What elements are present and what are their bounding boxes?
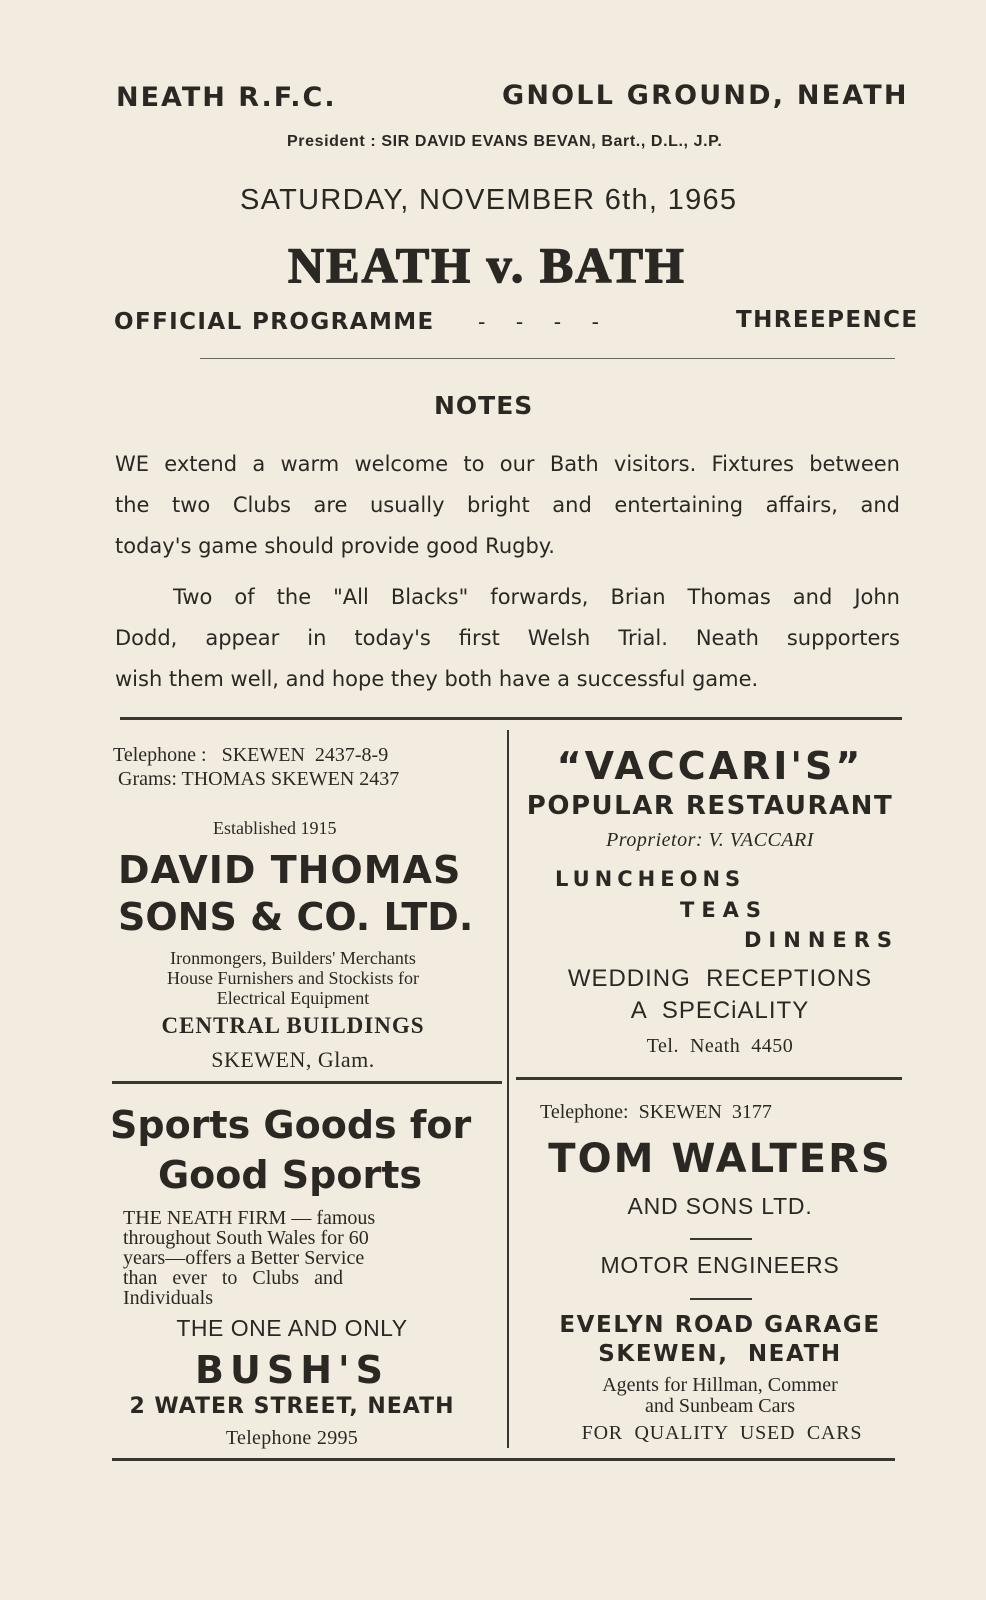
thomas-desc-2: House Furnishers and Stockists for: [167, 968, 419, 988]
walters-divider-2: [690, 1298, 752, 1300]
vaccari-meal-teas: TEAS: [680, 898, 769, 922]
bush-headline-2: Good Sports: [157, 1153, 423, 1197]
ground-name: GNOLL GROUND, NEATH: [502, 80, 909, 111]
bush-address: 2 WATER STREET, NEATH: [129, 1394, 455, 1419]
price-label: THREEPENCE: [736, 307, 919, 333]
thomas-address-1: CENTRAL BUILDINGS: [161, 1013, 425, 1038]
bush-telephone: Telephone 2995: [225, 1427, 359, 1449]
header-rule: [200, 358, 895, 359]
vaccari-meal-dinners: DINNERS: [744, 928, 900, 952]
vaccari-subtitle: POPULAR RESTAURANT: [526, 791, 894, 821]
vaccari-meal-luncheons: LUNCHEONS: [555, 867, 746, 891]
separator-dashes: - - - -: [478, 309, 599, 334]
bush-body-1: THE NEATH FIRM — famous: [123, 1207, 376, 1229]
walters-agents-2: and Sunbeam Cars: [645, 1395, 795, 1417]
notes-title: NOTES: [434, 391, 534, 420]
walters-divider-1: [690, 1238, 752, 1240]
walters-agents-1: Agents for Hillman, Commer: [602, 1374, 838, 1396]
notes-paragraph-2: [115, 577, 900, 700]
vaccari-name: “VACCARI'S”: [556, 744, 864, 788]
ads-bottom-rule: [112, 1458, 895, 1461]
vaccari-proprietor: Proprietor: V. VACCARI: [606, 829, 814, 851]
notes-line: Two of the "All Blacks" forwards, Brian Thomas and John: [173, 585, 900, 609]
bush-body-3: years—offers a Better Service: [123, 1247, 365, 1269]
president-line: President : SIR DAVID EVANS BEVAN, Bart., D.L., J.P.: [287, 133, 723, 150]
bush-headline-1: Sports Goods for: [110, 1103, 472, 1147]
bush-body-5: Individuals: [123, 1287, 213, 1309]
thomas-desc-1: Ironmongers, Builders' Merchants: [170, 948, 416, 968]
notes-line: today's game should provide good Rugby.: [115, 534, 555, 558]
bush-one-and-only: THE ONE AND ONLY: [176, 1315, 408, 1341]
bush-body-4: than ever to Clubs and: [123, 1267, 343, 1289]
ads-top-rule: [120, 717, 902, 720]
match-date: SATURDAY, NOVEMBER 6th, 1965: [240, 184, 738, 216]
walters-name: TOM WALTERS: [548, 1136, 892, 1182]
bush-name: BUSH'S: [195, 1348, 389, 1392]
programme-label: OFFICIAL PROGRAMME: [114, 309, 435, 335]
thomas-name-2: SONS & CO. LTD.: [118, 895, 474, 939]
club-name: NEATH R.F.C.: [116, 82, 337, 113]
thomas-name-1: DAVID THOMAS: [118, 848, 462, 892]
walters-garage-1: EVELYN ROAD GARAGE: [559, 1312, 881, 1338]
notes-paragraph-1: [115, 444, 900, 567]
ads-middle-rule-left: [112, 1081, 502, 1084]
walters-telephone: Telephone: SKEWEN 3177: [540, 1101, 772, 1123]
walters-subtitle: AND SONS LTD.: [627, 1193, 813, 1219]
vaccari-wedding-1: WEDDING RECEPTIONS: [567, 965, 873, 992]
thomas-established: Established 1915: [213, 818, 337, 838]
thomas-grams: Grams: THOMAS SKEWEN 2437: [118, 768, 400, 790]
ads-center-divider: [507, 730, 509, 1448]
ads-middle-rule-right: [516, 1077, 902, 1080]
thomas-desc-3: Electrical Equipment: [216, 988, 370, 1008]
notes-line: the two Clubs are usually bright and entertaining affairs, and: [115, 493, 900, 517]
notes-line: WE extend a warm welcome to our Bath visitors. Fixtures between: [115, 452, 900, 476]
thomas-address-2: SKEWEN, Glam.: [211, 1047, 375, 1072]
thomas-telephone: Telephone : SKEWEN 2437-8-9: [113, 744, 389, 766]
walters-garage-2: SKEWEN, NEATH: [598, 1341, 842, 1367]
vaccari-wedding-2: A SPECiALITY: [630, 997, 810, 1024]
vaccari-telephone: Tel. Neath 4450: [646, 1035, 794, 1057]
fixture-title: NEATH v. BATH: [288, 237, 686, 293]
notes-line: Dodd, appear in today's first Welsh Trial. Neath supporters: [115, 626, 900, 650]
bush-body-2: throughout South Wales for 60: [123, 1227, 369, 1249]
walters-quality: FOR QUALITY USED CARS: [581, 1422, 863, 1444]
notes-line: wish them well, and hope they both have a successful game.: [115, 667, 759, 691]
walters-trade: MOTOR ENGINEERS: [600, 1252, 840, 1278]
